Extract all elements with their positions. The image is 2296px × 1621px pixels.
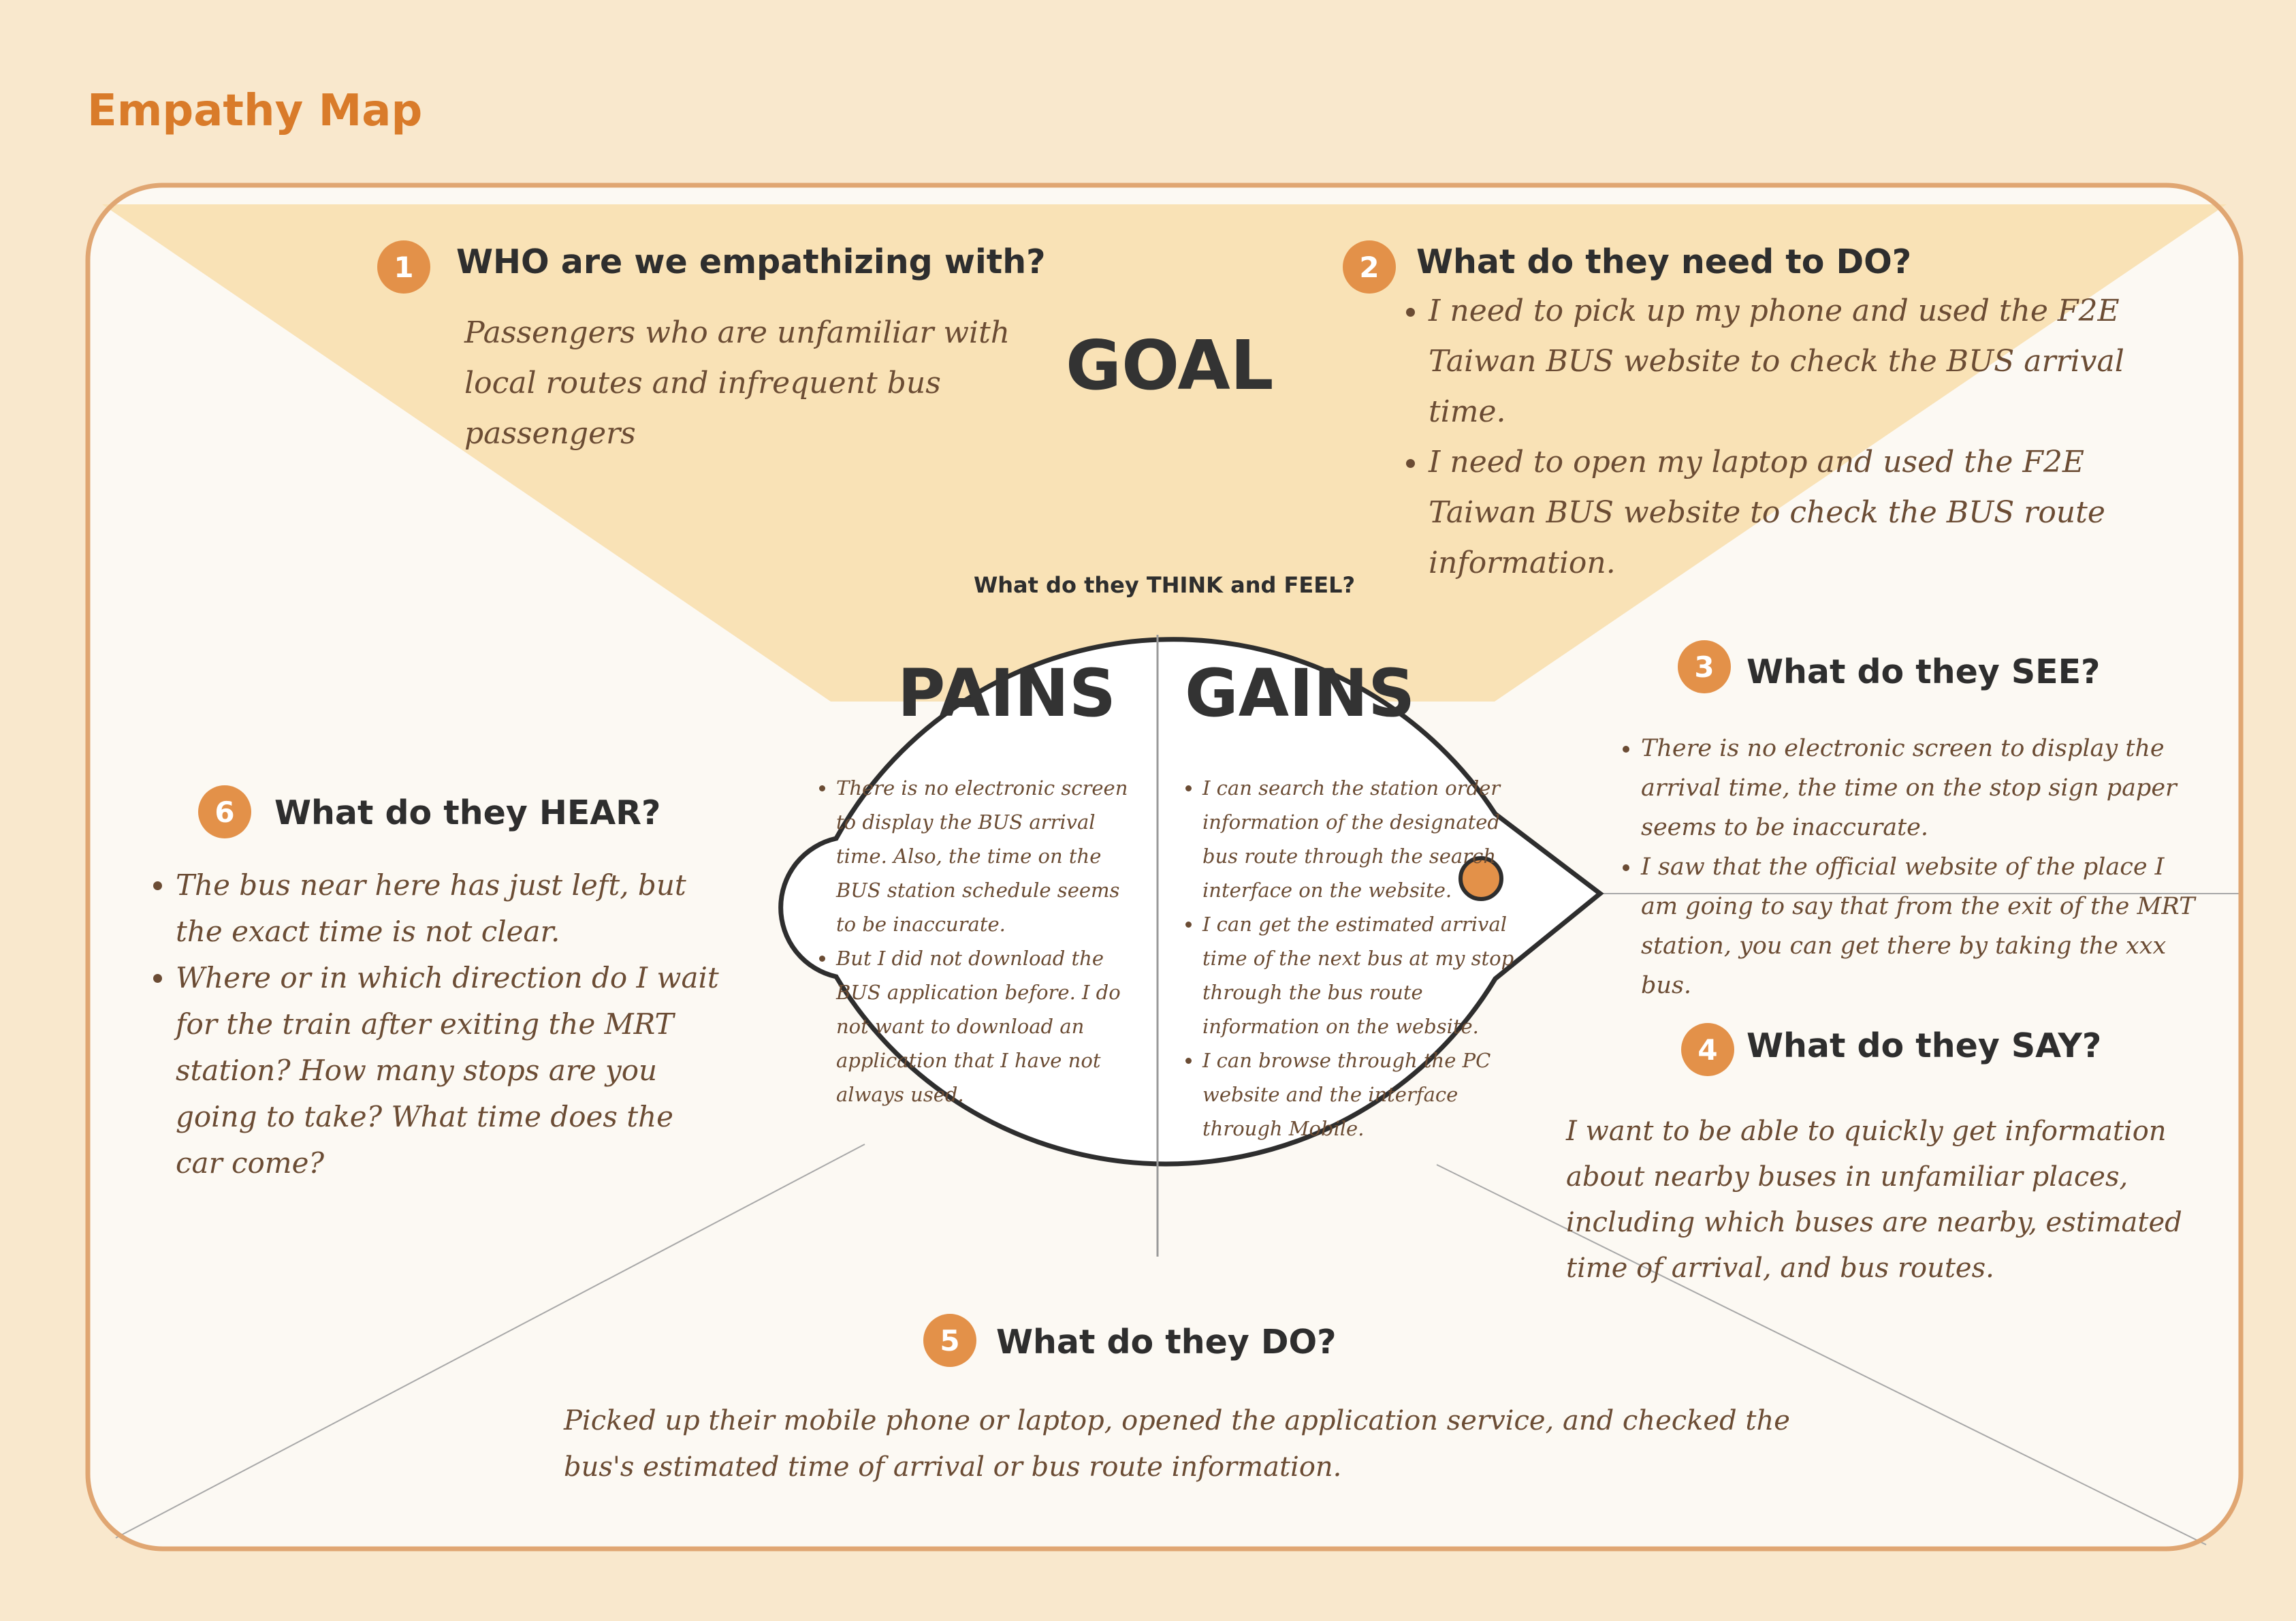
gains-item: • I can get the estimated arrival time of the next bus at my stop through the bus route information on the website. [1202,907,1537,1043]
need-to-do-heading: What do they need to DO? [1416,242,1912,281]
do-text: Picked up their mobile phone or laptop, opened the application service, and checked the bus's estimated time of arrival or bus route information. [564,1405,1790,1483]
hear-list [143,862,729,1186]
gains-label: GAINS [1185,655,1416,731]
see-heading: What do they SEE? [1747,652,2101,691]
who-text: Passengers who are unfamiliar with local routes and infrequent bus passengers [464,315,1010,451]
see-item: • There is no electronic screen to display the arrival time, the time on the stop sign paper seems to be inaccurate. [1641,729,2201,847]
hear-item: • Where or in which direction do I wait for the train after exiting the MRT station? How many stops are you going to take? What time does the car come? [176,955,729,1186]
say-text: I want to be able to quickly get information about nearby buses in unfamiliar places, including which buses are nearby, estimated time of arrival, and bus routes. [1566,1116,2182,1284]
badge-2: 2 [1343,240,1396,294]
badge-5: 5 [923,1314,976,1367]
need-to-do-item: • I need to pick up my phone and used the F2E Taiwan BUS website to check the BUS arrival time. [1429,286,2179,437]
think-feel-heading: What do they THINK and FEEL? [973,572,1356,598]
pains-item: • But I did not download the BUS application before. I do not want to download an application that I have not always used. [836,941,1144,1112]
hear-item: • The bus near here has just left, but the exact time is not clear. [176,862,729,955]
hear-heading: What do they HEAR? [274,793,661,832]
gains-item: • I can browse through the PC website and the interface through Mobile. [1202,1043,1537,1146]
badge-1: 1 [377,240,430,294]
need-to-do-list [1396,286,2179,588]
pains-item: • There is no electronic screen to display the BUS arrival time. Also, the time on the BUS station schedule seems to be inaccurate. [836,771,1144,941]
say-heading: What do they SAY? [1747,1026,2102,1065]
badge-3: 3 [1678,640,1731,693]
goal-label: GOAL [1066,326,1274,405]
gains-list [1170,771,1537,1146]
see-list [1608,729,2201,1005]
pains-list [803,771,1144,1112]
do-heading: What do they DO? [996,1323,1337,1362]
page-title: Empathy Map [87,86,423,136]
see-item: • I saw that the official website of the place I am going to say that from the exit of the MRT station, you can get there by taking the xxx bus. [1641,847,2201,1005]
need-to-do-item: • I need to open my laptop and used the F2E Taiwan BUS website to check the BUS route information. [1429,437,2179,588]
gains-item: • I can search the station order information of the designated bus route through the search interface on the website. [1202,771,1537,907]
pains-label: PAINS [897,655,1117,731]
who-heading: WHO are we empathizing with? [456,242,1046,281]
badge-4: 4 [1681,1023,1734,1076]
badge-6: 6 [198,785,251,838]
